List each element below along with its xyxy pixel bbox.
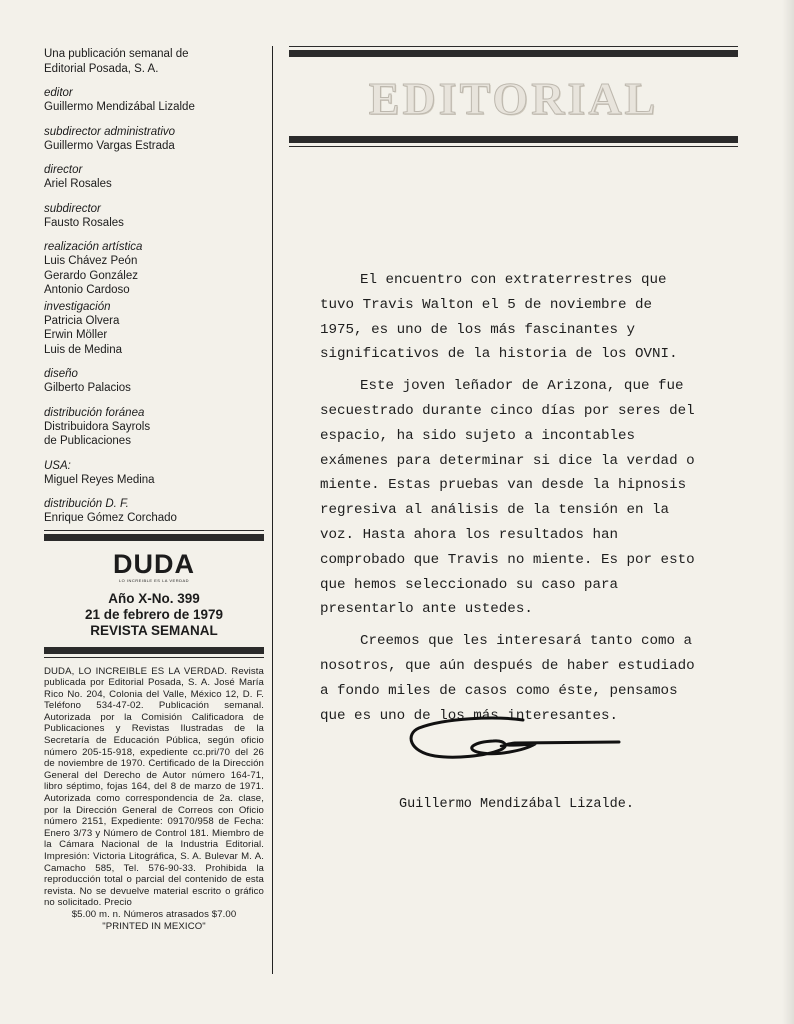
masthead-rule-top <box>289 46 738 57</box>
credit-subdirector-administrativo <box>44 125 264 154</box>
credit-editor <box>44 86 264 115</box>
credit-name: Gerardo González <box>44 269 138 282</box>
legal-price: $5.00 m. n. Números atrasados $7.00 <box>71 908 237 920</box>
thin-rule <box>289 146 738 147</box>
handwritten-signature <box>405 710 625 775</box>
credit-name: Enrique Gómez Corchado <box>44 512 177 524</box>
credit-name: Guillermo Mendizábal Lizalde <box>44 101 195 113</box>
thick-rule <box>289 50 738 57</box>
credit-realizacion-artistica <box>44 240 264 298</box>
credit-investigacion <box>44 300 264 358</box>
credit-role: diseño <box>44 368 78 380</box>
credit-distribucion-df <box>44 497 264 526</box>
credit-name: Antonio Cardoso <box>44 284 130 296</box>
column-divider <box>272 46 273 974</box>
duda-logo: DUDA <box>113 548 195 579</box>
credit-role: investigación <box>44 300 111 313</box>
credit-name: de Publicaciones <box>44 435 131 447</box>
editorial-paragraph-3: Creemos que les interesará tanto como a nosotros, que aún después de haber estudiado a fondo miles de casos como éste, pensamos que es uno de los más interesantes. <box>320 633 695 724</box>
publisher-line-2: Editorial Posada, S. A. <box>44 62 159 75</box>
credit-distribucion-foranea <box>44 406 264 449</box>
credit-role: distribución D. F. <box>44 498 129 510</box>
masthead-rule-bottom <box>289 136 738 147</box>
credit-name: Patricia Olvera <box>44 314 120 327</box>
credit-name: Luis de Medina <box>44 343 122 356</box>
legal-printed: "PRINTED IN MEXICO" <box>102 920 206 932</box>
signature-graphic <box>405 710 625 770</box>
issue-number: Año X-No. 399 <box>108 590 200 606</box>
duda-tagline: LO INCREIBLE ES LA VERDAD <box>118 577 190 583</box>
editorial-paragraph-1: El encuentro con extraterrestres que tuvo Travis Walton el 5 de noviembre de 1975, es uno de los más fascinantes y significativos de la historia de los OVNI. <box>320 272 678 363</box>
credit-director <box>44 163 264 192</box>
credit-role: distribución foránea <box>44 406 145 419</box>
page-edge <box>782 0 794 1024</box>
thick-rule <box>289 136 738 143</box>
credit-name: Luis Chávez Peón <box>44 255 138 267</box>
credit-diseno <box>44 367 264 396</box>
issue-date: 21 de febrero de 1979 <box>84 606 224 622</box>
credit-role: editor <box>44 87 73 99</box>
credits-column <box>44 47 264 932</box>
credit-name: Erwin Möller <box>44 329 108 341</box>
signer-name: Guillermo Mendizábal Lizalde. <box>399 797 634 812</box>
legal-text: DUDA, LO INCREIBLE ES LA VERDAD. Revista publicada por Editorial Posada, S. A. José María Rico No. 204, Colonia del Valle, México 12, D. F. Teléfono 534-47-02. Publicación semanal. Autorizada por la Comisión Calificadora de Publicaciones y Revistas Ilustradas de la Secretaría de Educación Pública, según oficio número 205-15-918, expediente cc.pri/70 del 26 de noviembre de 1970. Certificado de la Dirección General del Derecho de Autor número 164-71, libro séptimo, fojas 164, del 8 de marzo de 1971. Autorizada como correspondencia de 2a. clase, por la Dirección General de Correos con Oficio número 2151, Expediente: 09170/958 de Fecha: Enero 3/73 y Número de Control 181. Miembro de la Cámara Nacional de la Industria Editorial. Impresión: Victoria Litográfica, S. A. Bulevar M. A. Camacho 585, Tel. 576-90-33. Prohibida la reproducción total o parcial del contenido de esta revista. No se devuelve material escrito o gráfico no solicitado. Precio <box>44 665 264 909</box>
divider-top <box>44 530 264 541</box>
divider-bottom <box>44 647 264 658</box>
editorial-paragraph-2: Este joven leñador de Arizona, que fue secuestrado durante cinco días por seres del espacio, ha sido sujeto a incontables exámenes para determinar si dice la verdad o miente. Estas pruebas van desde la hipnosis regresiva al análisis de la tensión en la voz. Hasta ahora los resultados han comprobado que Travis no miente. Es por esto que hemos seleccionado su caso para presentarlo ante ustedes. <box>320 378 695 618</box>
credit-name: Guillermo Vargas Estrada <box>44 139 175 152</box>
thin-rule <box>289 46 738 47</box>
editorial-title: EDITORIAL <box>368 73 659 124</box>
credit-role: USA: <box>44 459 71 472</box>
thin-rule <box>44 657 264 658</box>
credit-role: realización artística <box>44 241 143 253</box>
credit-name: Ariel Rosales <box>44 178 112 190</box>
publisher-statement <box>44 47 264 76</box>
editorial-body <box>320 268 700 735</box>
credit-usa <box>44 459 264 488</box>
thick-rule <box>44 534 264 541</box>
credit-role: subdirector <box>44 202 101 215</box>
credit-name: Fausto Rosales <box>44 216 124 229</box>
credit-name: Distribuidora Sayrols <box>44 420 151 433</box>
credit-role: subdirector administrativo <box>44 125 176 138</box>
thin-rule <box>44 530 264 531</box>
editorial-header <box>289 70 738 128</box>
issue-block <box>44 548 264 639</box>
credit-role: director <box>44 164 83 176</box>
issue-type: REVISTA SEMANAL <box>90 622 218 638</box>
credit-subdirector <box>44 202 264 231</box>
credit-name: Miguel Reyes Medina <box>44 473 155 486</box>
credit-name: Gilberto Palacios <box>44 382 131 394</box>
publisher-line-1: Una publicación semanal de <box>44 48 189 60</box>
legal-notice <box>44 666 264 933</box>
thick-rule <box>44 647 264 654</box>
